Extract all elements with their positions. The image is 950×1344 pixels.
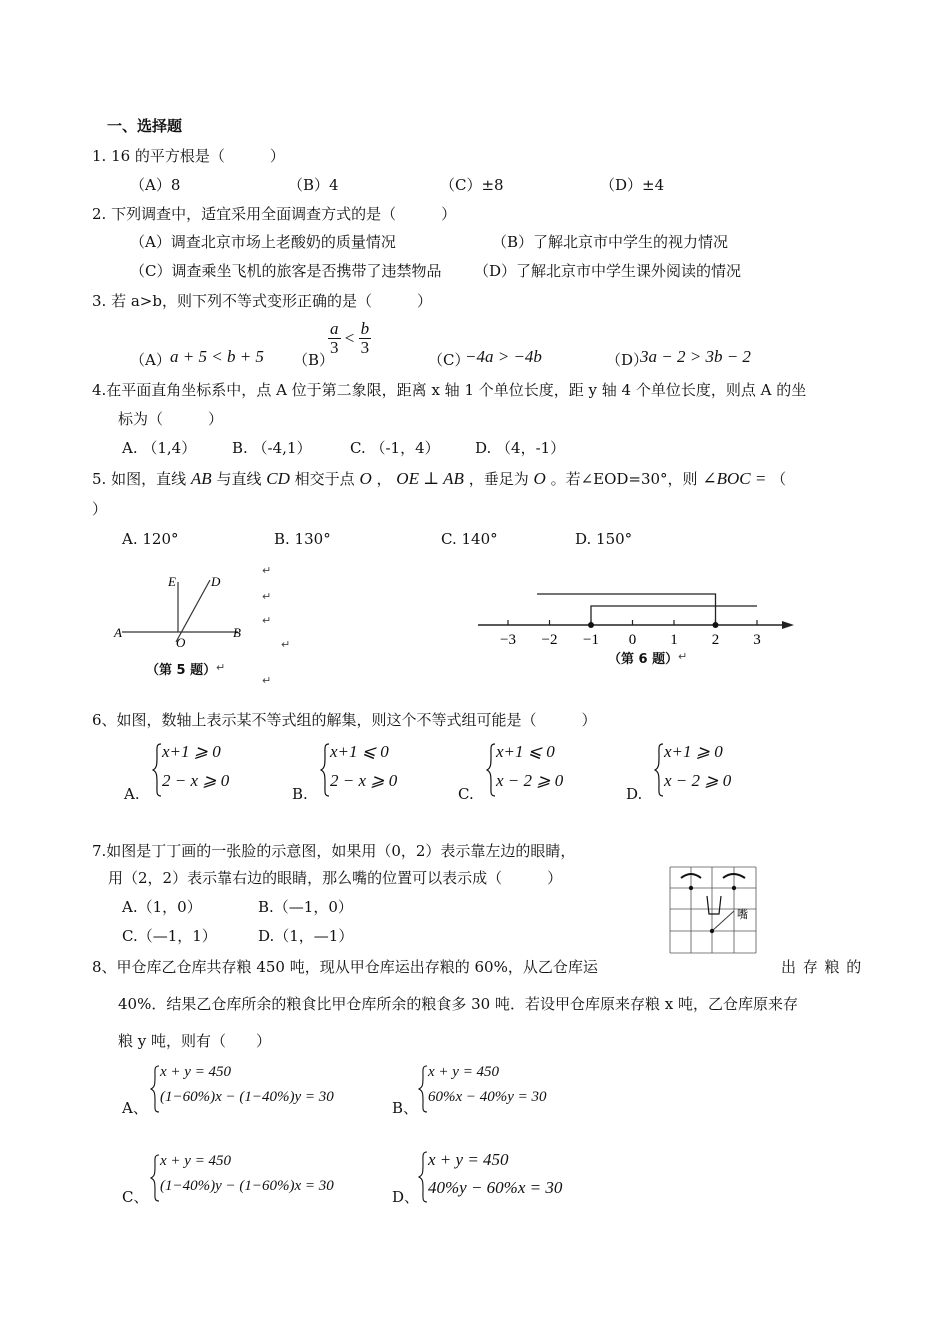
q5-line-ab: AB bbox=[190, 469, 212, 488]
q8-d-line1: x + y = 450 bbox=[428, 1150, 509, 1169]
q3-b-relation: < bbox=[344, 328, 355, 348]
return-mark: ↵ bbox=[262, 590, 272, 603]
q6-option-d-label: D. bbox=[626, 785, 643, 803]
q3-b-denominator-a: 3 bbox=[330, 338, 339, 357]
q6-stem: 6、如图，数轴上表示某不等式组的解集，则这个不等式组可能是（ ） bbox=[92, 711, 597, 729]
q8-a-line1: x + y = 450 bbox=[160, 1064, 232, 1080]
q3-option-d-label: （D） bbox=[606, 351, 649, 369]
mouth bbox=[710, 929, 714, 933]
q3-option-a-math: a + 5 < b + 5 bbox=[170, 347, 264, 366]
tick-label: 2 bbox=[711, 632, 720, 648]
q8-option-a-system bbox=[150, 1064, 390, 1114]
q2-stem: 2. 下列调查中，适宜采用全面调查方式的是（ ） bbox=[92, 205, 457, 223]
return-mark: ↵ bbox=[262, 614, 272, 627]
q1-option-b: （B）4 bbox=[288, 176, 339, 194]
q6-option-c-system bbox=[486, 742, 606, 798]
figure-5-caption: （第 5 题） bbox=[146, 663, 217, 678]
section-title: 一、选择题 bbox=[107, 117, 183, 135]
q5-option-d: D. 150° bbox=[575, 530, 633, 548]
q6-option-c-label: C. bbox=[458, 785, 474, 803]
q3-option-d-math: 3a − 2 > 3b − 2 bbox=[640, 347, 751, 366]
q2-option-d: （D）了解北京市中学生课外阅读的情况 bbox=[474, 262, 742, 280]
q8-option-d-system bbox=[418, 1150, 618, 1204]
q6-option-a-label: A. bbox=[124, 785, 140, 803]
q8-stem-line1a: 8、甲仓库乙仓库共存粮 450 吨，现从甲仓库运出存粮的 60%，从乙仓库运 bbox=[92, 958, 598, 976]
q3-b-numerator-b: b bbox=[360, 319, 370, 338]
q5-option-b: B. 130° bbox=[274, 530, 331, 548]
figure-6-number-line bbox=[478, 585, 798, 653]
q7-option-c: C.（—1，1） bbox=[122, 927, 217, 945]
q4-option-b: B. （-4,1） bbox=[232, 439, 312, 457]
q8-c-line2: (1−40%)y − (1−60%)x = 30 bbox=[160, 1178, 334, 1194]
q6-a-line2: 2 − x ⩾ 0 bbox=[162, 771, 230, 790]
q8-option-b-label: B、 bbox=[392, 1099, 419, 1117]
brace-icon bbox=[486, 742, 496, 798]
q1-option-a: （A）8 bbox=[130, 176, 181, 194]
label-o: O bbox=[176, 635, 186, 650]
return-mark: ↵ bbox=[281, 638, 291, 651]
q7-option-b: B.（—1，0） bbox=[258, 898, 353, 916]
q8-stem-line3: 粮 y 吨，则有（ ） bbox=[118, 1032, 272, 1050]
q4-option-c: C. （-1，4） bbox=[350, 439, 440, 457]
return-mark: ↵ bbox=[262, 564, 272, 577]
q5-foot-o: O bbox=[533, 469, 546, 488]
q1-stem: 1. 16 的平方根是（ ） bbox=[92, 147, 285, 165]
q8-option-c-label: C、 bbox=[122, 1188, 149, 1206]
q5-text-3: 相交于点 bbox=[294, 470, 355, 488]
brace-icon bbox=[150, 1153, 160, 1203]
q2-option-a: （A）调查北京市场上老酸奶的质量情况 bbox=[130, 233, 396, 251]
q5-text-2: 与直线 bbox=[216, 470, 262, 488]
q4-stem-line1: 4.在平面直角坐标系中，点 A 位于第二象限，距离 x 轴 1 个单位长度，距 y 轴 4 个单位长度，则点 A 的坐 bbox=[92, 381, 807, 399]
q4-stem-line2: 标为（ ） bbox=[118, 410, 224, 428]
q6-b-line1: x+1 ⩽ 0 bbox=[330, 742, 389, 761]
q6-c-line1: x+1 ⩽ 0 bbox=[496, 742, 555, 761]
tick-label: 3 bbox=[753, 632, 761, 648]
q6-option-a-system bbox=[152, 742, 272, 798]
q6-option-b-system bbox=[320, 742, 440, 798]
q8-b-line2: 60%x − 40%y = 30 bbox=[428, 1089, 547, 1105]
q3-option-b-math bbox=[328, 320, 371, 357]
q5-angle-boc: ∠BOC = bbox=[702, 469, 767, 488]
q3-option-a-label: （A） bbox=[130, 351, 171, 369]
brace-icon bbox=[418, 1150, 428, 1204]
q5-perpendicular: OE ⊥ AB bbox=[396, 469, 464, 488]
q6-c-line2: x − 2 ⩾ 0 bbox=[496, 771, 564, 790]
q2-option-c: （C）调查乘坐飞机的旅客是否携带了违禁物品 bbox=[130, 262, 442, 280]
q3-b-denominator-b: 3 bbox=[360, 338, 370, 357]
q8-option-c-system bbox=[150, 1153, 390, 1203]
endpoint-left bbox=[588, 622, 594, 628]
q7-stem-line2: 用（2，2）表示靠右边的眼睛，那么嘴的位置可以表示成（ ） bbox=[108, 869, 563, 887]
q5-line-cd: CD bbox=[266, 469, 290, 488]
q7-stem-line1: 7.如图是丁丁画的一张脸的示意图，如果用（0，2）表示靠左边的眼睛， bbox=[92, 842, 576, 860]
solution-bracket-upper bbox=[537, 594, 715, 625]
q3-option-c-math: −4a > −4b bbox=[465, 347, 542, 366]
q6-d-line2: x − 2 ⩾ 0 bbox=[664, 771, 732, 790]
line-cd bbox=[176, 580, 210, 642]
tick-label: 1 bbox=[670, 632, 678, 648]
q5-text-7: （ bbox=[771, 470, 787, 488]
q3-b-numerator-a: a bbox=[330, 319, 339, 338]
q6-option-b-label: B. bbox=[292, 785, 308, 803]
q4-option-a: A. （1,4） bbox=[122, 439, 197, 457]
q5-text-5: ，垂足为 bbox=[468, 470, 529, 488]
q8-option-b-system bbox=[418, 1064, 618, 1114]
label-d: D bbox=[211, 574, 221, 589]
tick-label: −2 bbox=[541, 632, 558, 648]
brace-icon bbox=[320, 742, 330, 798]
q6-d-line1: x+1 ⩾ 0 bbox=[664, 742, 723, 761]
left-eye bbox=[689, 886, 693, 890]
tick-label: 0 bbox=[628, 632, 637, 648]
label-a: A bbox=[114, 625, 122, 640]
q4-option-d: D. （4，-1） bbox=[475, 439, 566, 457]
q8-d-line2: 40%y − 60%x = 30 bbox=[428, 1178, 563, 1197]
q3-option-b-label: （B） bbox=[293, 351, 335, 369]
q5-point-o: O bbox=[359, 469, 372, 488]
q7-option-d: D.（1，—1） bbox=[258, 927, 354, 945]
endpoint-right bbox=[713, 622, 719, 628]
right-eye bbox=[732, 886, 736, 890]
tick-label: −1 bbox=[583, 632, 599, 648]
q6-b-line2: 2 − x ⩾ 0 bbox=[330, 771, 398, 790]
q3-option-c-label: （C） bbox=[428, 351, 470, 369]
q6-a-line1: x+1 ⩾ 0 bbox=[162, 742, 221, 761]
q8-stem-line1b: 出 存 粮 的 bbox=[781, 958, 863, 976]
q8-option-d-label: D、 bbox=[392, 1188, 420, 1206]
q1-option-d: （D）±4 bbox=[600, 176, 665, 194]
q5-option-c: C. 140° bbox=[441, 530, 498, 548]
figure-6-caption: （第 6 题） bbox=[608, 652, 679, 667]
q6-option-d-system bbox=[654, 742, 774, 798]
q5-text-4: ， bbox=[376, 470, 392, 488]
q7-option-a: A.（1，0） bbox=[122, 898, 202, 916]
mouth-label: 嘴 bbox=[737, 909, 748, 921]
brace-icon bbox=[418, 1064, 428, 1114]
label-e: E bbox=[168, 574, 176, 589]
q1-option-c: （C）±8 bbox=[440, 176, 504, 194]
q8-a-line2: (1−60%)x − (1−40%)y = 30 bbox=[160, 1089, 334, 1105]
q8-b-line1: x + y = 450 bbox=[428, 1064, 500, 1080]
label-b: B bbox=[233, 625, 241, 640]
q2-option-b: （B）了解北京市中学生的视力情况 bbox=[492, 233, 729, 251]
axis-arrow bbox=[782, 621, 794, 629]
tick-label: −3 bbox=[500, 632, 516, 648]
q5-text-1: 5. 如图，直线 bbox=[92, 470, 187, 488]
return-mark: ↵ bbox=[216, 661, 226, 674]
q5-text-6: 。若∠EOD=30°，则 bbox=[550, 470, 698, 488]
q5-option-a: A. 120° bbox=[122, 530, 179, 548]
q3-stem: 3. 若 a>b，则下列不等式变形正确的是（ ） bbox=[92, 292, 432, 310]
return-mark: ↵ bbox=[262, 674, 272, 687]
nose bbox=[707, 896, 721, 914]
brace-icon bbox=[654, 742, 664, 798]
brace-icon bbox=[152, 742, 162, 798]
figure-7-face-grid bbox=[669, 866, 759, 956]
q8-option-a-label: A、 bbox=[122, 1099, 148, 1117]
return-mark: ↵ bbox=[678, 650, 688, 663]
q5-stem bbox=[92, 470, 786, 488]
q8-c-line1: x + y = 450 bbox=[160, 1153, 232, 1169]
q5-stem-close: ） bbox=[92, 500, 108, 518]
brace-icon bbox=[150, 1064, 160, 1114]
q8-stem-line2: 40%．结果乙仓库所余的粮食比甲仓库所余的粮食多 30 吨．若设甲仓库原来存粮 x 吨，乙仓库原来存 bbox=[118, 995, 798, 1013]
